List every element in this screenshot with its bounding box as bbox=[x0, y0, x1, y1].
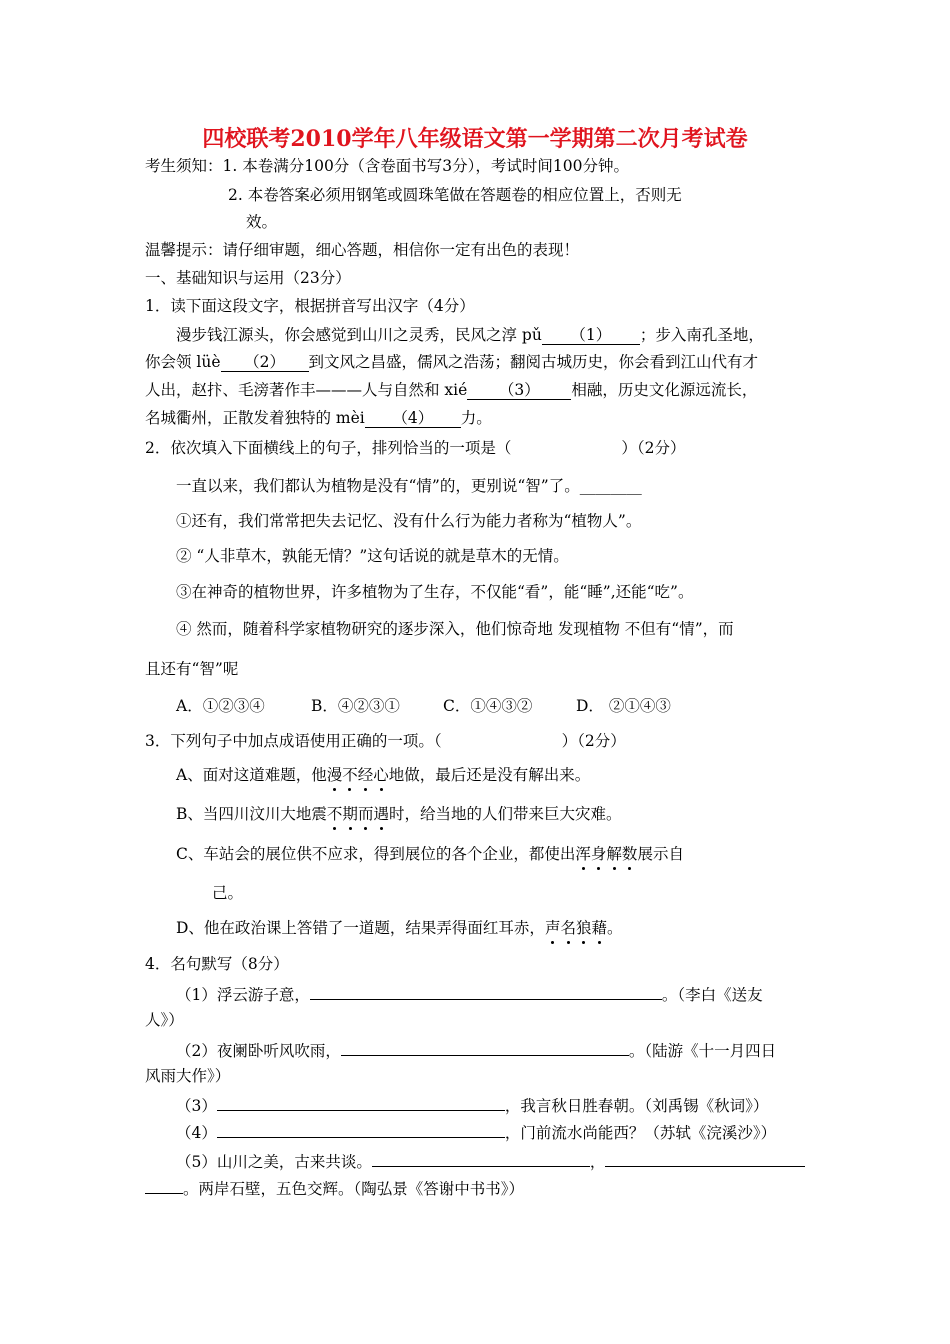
option-text: D、他在政治课上答错了一道题，结果弄得面红耳赤， bbox=[176, 919, 545, 937]
emphasis-char: 经 bbox=[357, 766, 374, 784]
emphasis-char: 漫 bbox=[326, 766, 343, 784]
q2-sentence-2: ② “人非草木，孰能无情？”这句话说的就是草木的无情。 bbox=[176, 547, 569, 565]
q4-item-2-cont: 风雨大作》） bbox=[145, 1067, 231, 1085]
dotted-idiom bbox=[545, 919, 607, 937]
emphasis-char: 解 bbox=[606, 845, 622, 863]
q3-option-a bbox=[176, 765, 590, 785]
notice-line-2: 2. 本卷答案必须用钢笔或圆珠笔做在答题卷的相应位置上，否则无 bbox=[228, 186, 682, 204]
q2-sentence-1: ①还有，我们常常把失去记忆、没有什么行为能力者称为“植物人”。 bbox=[176, 512, 642, 530]
item-text: ，门前流水尚能西？（苏轼《浣溪沙》） bbox=[504, 1124, 777, 1142]
option-text: 地做，最后还是没有解出来。 bbox=[388, 766, 591, 784]
q1-stem: 1．读下面这段文字，根据拼音写出汉字（4分） bbox=[145, 297, 475, 315]
answer-line[interactable] bbox=[217, 1121, 505, 1138]
q2-sentence-4: ④ 然而，随着科学家植物研究的逐步深入，他们惊奇地 发现植物 不但有“情”，而 bbox=[176, 620, 734, 638]
q2-sentence-3: ③在神奇的植物世界，许多植物为了生存，不仅能“看”，能“睡”,还能“吃”。 bbox=[176, 583, 694, 601]
q2-stem-score: ）（2分） bbox=[621, 439, 686, 457]
answer-line[interactable] bbox=[341, 1039, 629, 1056]
blank-4[interactable]: （4） bbox=[365, 409, 461, 428]
emphasis-char: 遇 bbox=[373, 805, 389, 823]
q2-stem bbox=[145, 438, 686, 458]
blank-1[interactable]: （1） bbox=[542, 326, 640, 345]
q4-item-1-cont: 人》） bbox=[145, 1011, 184, 1029]
emphasis-char: 浑 bbox=[575, 845, 591, 863]
q3-option-c bbox=[176, 844, 684, 864]
q3-stem bbox=[145, 731, 626, 751]
q2-lead: 一直以来，我们都认为植物是没有“情”的，更别说“智”了。________ bbox=[176, 477, 642, 495]
blank-3[interactable]: （3） bbox=[467, 381, 571, 400]
item-text: ，我言秋日胜春朝。（刘禹锡《秋词》） bbox=[504, 1097, 769, 1115]
q3-stem-text: 3．下列句子中加点成语使用正确的一项。（ bbox=[145, 732, 442, 750]
item-text: ， bbox=[589, 1153, 606, 1171]
q3-option-d bbox=[176, 918, 623, 938]
tip: 温馨提示：请仔细审题，细心答题，相信你一定有出色的表现！ bbox=[145, 241, 580, 259]
emphasis-char: 数 bbox=[621, 845, 638, 863]
blank-2[interactable]: （2） bbox=[221, 353, 309, 372]
q2-option-a: A．①②③④ bbox=[176, 697, 265, 715]
q3-option-b bbox=[176, 804, 621, 824]
q2-option-b: B．④②③① bbox=[311, 697, 400, 715]
emphasis-char: 藉 bbox=[591, 919, 607, 937]
q1-line-4 bbox=[145, 408, 492, 428]
option-text: B、当四川汶川大地震 bbox=[176, 805, 327, 823]
dotted-idiom bbox=[327, 805, 389, 823]
q1-text: 人出，赵抃、毛滂著作丰———人与自然和 xié bbox=[145, 381, 468, 399]
q1-text: ；步入南孔圣地， bbox=[639, 326, 764, 344]
option-text: C、车站会的展位供不应求，得到展位的各个企业，都使出 bbox=[176, 845, 576, 863]
q1-line-3 bbox=[145, 380, 757, 400]
emphasis-char: 狼 bbox=[575, 919, 592, 937]
q1-line-1 bbox=[176, 325, 764, 345]
answer-line[interactable] bbox=[310, 983, 662, 1000]
emphasis-char: 期 bbox=[342, 805, 358, 823]
option-text: A、面对这道难题，他 bbox=[176, 766, 327, 784]
q4-item-4 bbox=[176, 1121, 776, 1143]
dotted-idiom bbox=[575, 845, 637, 863]
answer-line[interactable] bbox=[605, 1150, 805, 1167]
item-text: 。两岸石壁，五色交辉。（陶弘景《答谢中书书》） bbox=[183, 1180, 525, 1198]
dotted-idiom bbox=[327, 766, 389, 784]
emphasis-char: 声 bbox=[544, 919, 561, 937]
emphasis-char: 不 bbox=[326, 805, 343, 823]
answer-line[interactable] bbox=[217, 1094, 505, 1111]
q4-item-1 bbox=[176, 983, 763, 1005]
q4-item-5-cont bbox=[145, 1177, 524, 1199]
q2-stem-text: 2．依次填入下面横线上的句子，排列恰当的一项是（ bbox=[145, 439, 512, 457]
q1-text: 名城衢州，正散发着独特的 mèi bbox=[145, 409, 365, 427]
q1-text: 你会领 lüè bbox=[145, 353, 221, 371]
item-text: 。（李白《送友 bbox=[661, 986, 763, 1004]
item-text: （3） bbox=[176, 1097, 217, 1115]
q1-text: 相融，历史文化源远流长， bbox=[571, 381, 758, 399]
q4-item-3 bbox=[176, 1094, 768, 1116]
answer-line[interactable] bbox=[145, 1177, 183, 1194]
item-text: （4） bbox=[176, 1124, 217, 1142]
exam-title: 四校联考2010学年八年级语文第一学期第二次月考试卷 bbox=[202, 126, 748, 152]
item-text: （5）山川之美，古来共谈。 bbox=[176, 1153, 372, 1171]
notice-line-3: 效。 bbox=[246, 213, 278, 231]
emphasis-char: 心 bbox=[373, 766, 389, 784]
q4-item-5 bbox=[176, 1150, 805, 1172]
option-text: 时，给当地的人们带来巨大灾难。 bbox=[388, 805, 622, 823]
emphasis-char: 名 bbox=[560, 919, 576, 937]
option-text: 。 bbox=[607, 919, 623, 937]
notice-line-1: 考生须知：1. 本卷满分100分（含卷面书写3分），考试时间100分钟。 bbox=[145, 157, 629, 175]
q2-option-c: C．①④③② bbox=[443, 697, 533, 715]
q2-sentence-4-cont: 且还有“智”呢 bbox=[145, 660, 239, 678]
q4-stem: 4．名句默写（8分） bbox=[145, 955, 289, 973]
item-text: 。（陆游《十一月四日 bbox=[628, 1042, 777, 1060]
answer-line[interactable] bbox=[372, 1150, 590, 1167]
emphasis-char: 而 bbox=[357, 805, 374, 823]
q4-item-2 bbox=[176, 1039, 776, 1061]
item-text: （2）夜阑卧听风吹雨， bbox=[176, 1042, 341, 1060]
emphasis-char: 身 bbox=[590, 845, 607, 863]
q3-option-c-cont: 己。 bbox=[212, 884, 244, 902]
q1-line-2 bbox=[145, 352, 758, 372]
q1-text: 漫步钱江源头，你会感觉到山川之灵秀，民风之淳 pǔ bbox=[176, 326, 542, 344]
emphasis-char: 不 bbox=[342, 766, 358, 784]
section-heading: 一、基础知识与运用（23分） bbox=[145, 269, 351, 287]
q3-stem-score: ）（2分） bbox=[561, 732, 626, 750]
q2-option-d: D． ②①④③ bbox=[576, 697, 671, 715]
item-text: （1）浮云游子意， bbox=[176, 986, 310, 1004]
q1-text: 到文风之昌盛，儒风之浩荡；翻阅古城历史，你会看到江山代有才 bbox=[308, 353, 759, 371]
q1-text: 力。 bbox=[460, 409, 492, 427]
option-text: 展示自 bbox=[637, 845, 684, 863]
